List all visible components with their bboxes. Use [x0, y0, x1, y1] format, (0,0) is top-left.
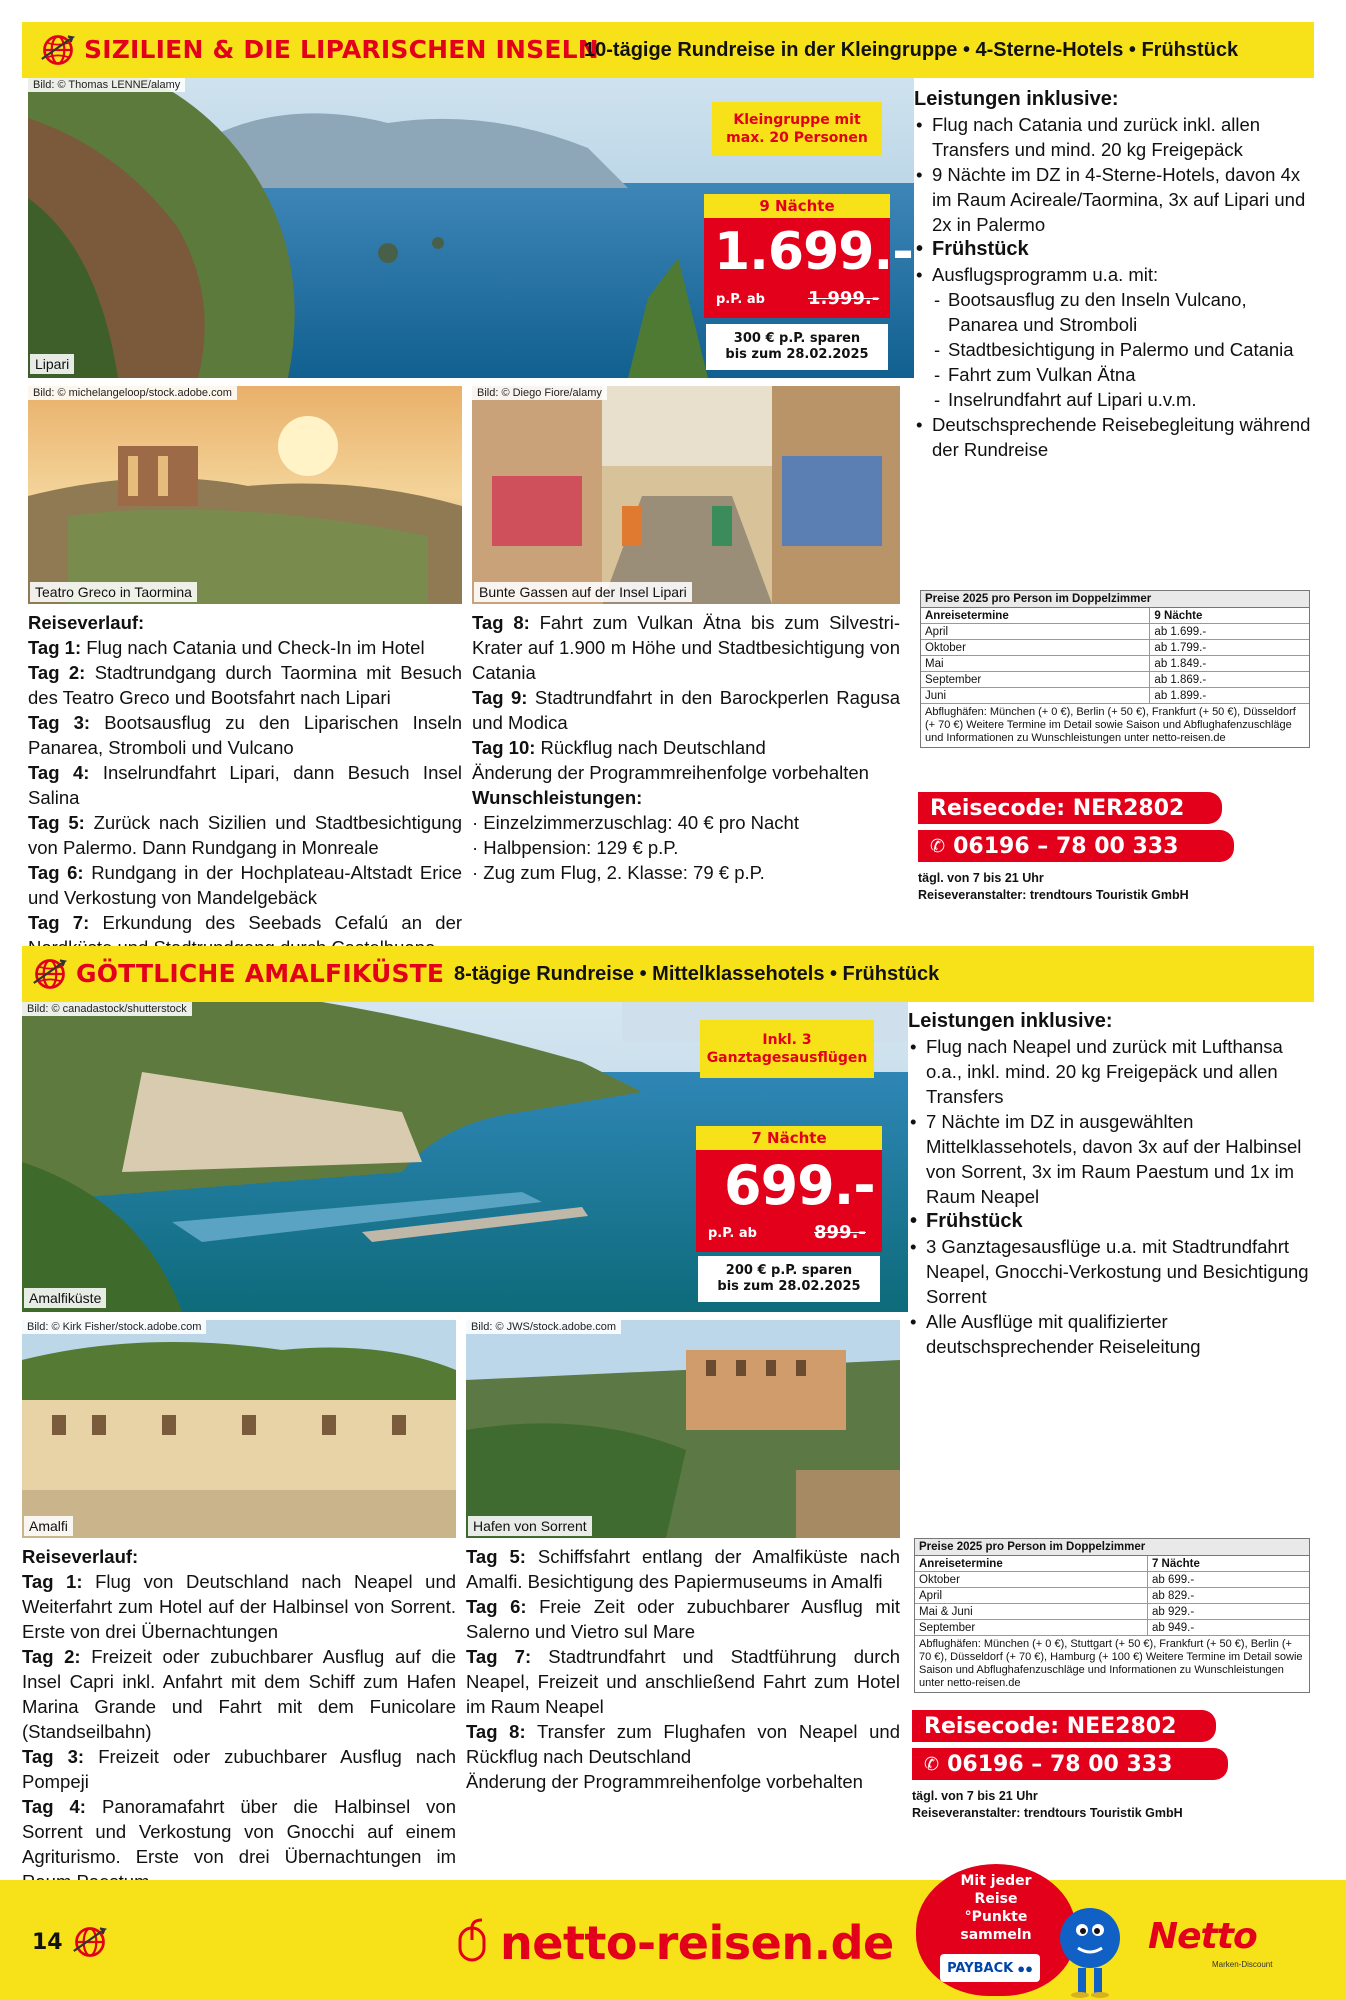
offer2-photo-sorrento	[466, 1320, 900, 1538]
offer2-photo-amalfi	[22, 1320, 456, 1538]
offer2-hours: tägl. von 7 bis 21 Uhr	[912, 1789, 1038, 1803]
offer1-price-table: Preise 2025 pro Person im Doppelzimmer Anreisetermine 9 Nächte April ab 1.699.- Oktober ab 1.799.- Mai ab 1.849.- September ab 1.869.- Juni ab 1.899.- Abflughäfen: München (+ 0 €), Berlin (+ 50 €), Frankfurt (+ 50 €), Düsseldorf (+ 70 €) Weitere Termine im Detail sowie Saison und Abflughafenzuschläge und Informationen zu Wunschleistungen unter netto-reisen.de	[920, 590, 1310, 748]
offer1-photo-theatre	[28, 386, 462, 604]
offer1-street-caption: Bunte Gassen auf der Insel Lipari	[474, 582, 692, 602]
offer2-itinerary-col1: Reiseverlauf: Tag 1: Flug von Deutschland nach Neapel und Weiterfahrt zum Hotel auf der Halbinsel von Sorrent. Erste von drei Übernachtungen Tag 2: Freizeit oder zubuchbarer Ausflug auf die Insel Capri inkl. Anfahrt mit dem Schiff zum Hafen Marina Grande und Fahrt mit dem Funicolare (Standseilbahn) Tag 3: Freizeit oder zubuchbarer Ausflug nach Pompeji Tag 4: Panoramafahrt über die Halbinsel von Sorrent und Verkostung von Gnocchi auf einem Agriturismo. Erste von drei Übernachtungen im	[22, 1546, 457, 1867]
offer1-subtitle: 10-tägige Rundreise in der Kleingruppe • 4-Sterne-Hotels • Frühstück	[584, 39, 1239, 61]
offer2-excursion-tag: Inkl. 3 Ganztagesausflügen	[700, 1020, 874, 1078]
list-item: • Frühstück	[908, 1209, 1314, 1234]
offer1-main-caption: Lipari	[30, 354, 74, 374]
list-item: - Stadtbesichtigung in Palermo und Catania	[914, 337, 1314, 362]
mouse-icon	[454, 1918, 490, 1962]
globe-icon	[40, 32, 76, 68]
payback-text: Mit jeder Reise °Punkte sammeln	[960, 1873, 1032, 1943]
offer2-main-caption: Amalfiküste	[24, 1288, 106, 1308]
list-item: - Bootsausflug zu den Inseln Vulcano, Panarea und Stromboli	[914, 287, 1314, 337]
payback-label: PAYBACK	[947, 1960, 1014, 1976]
offer1-theatre-credit: Bild: © michelangeloop/stock.adobe.com	[28, 386, 237, 400]
table-header: Preise 2025 pro Person im Doppelzimmer	[921, 591, 1309, 608]
offer1-banner	[22, 22, 1314, 78]
offer2-main-credit: Bild: © canadastock/shutterstock	[22, 1002, 192, 1016]
offer2-banner	[22, 946, 1314, 1002]
offer1-price-prefix: p.P. ab	[716, 292, 765, 307]
list-item: • Frühstück	[914, 237, 1314, 262]
offer2-phone[interactable]	[912, 1748, 1228, 1780]
phone-icon: ✆	[924, 1753, 940, 1775]
footer-website[interactable]: netto-reisen.de	[500, 1916, 894, 1970]
table-footer: Abflughäfen: München (+ 0 €), Berlin (+ 50 €), Frankfurt (+ 50 €), Düsseldorf (+ 70 €) Weitere Termine im Detail sowie Saison und Abflughafenzuschläge und Informationen zu Wunschleistungen unter netto-reisen.de	[925, 706, 1296, 744]
offer1-hours: tägl. von 7 bis 21 Uhr	[918, 871, 1044, 885]
table-footer: Abflughäfen: München (+ 0 €), Stuttgart (+ 50 €), Frankfurt (+ 50 €), Berlin (+ 70 €), Düsseldorf (+ 70 €), Hamburg (+ 100 €) Weitere Termine im Detail sowie Saison und Abflughafenzuschläge und Informationen zu Wunschleistungen unter netto-reisen.de	[919, 1638, 1303, 1689]
offer1-note: Änderung der Programmreihenfolge vorbehalten	[472, 762, 869, 783]
page-number: 14	[32, 1930, 63, 1955]
offer2-itinerary-col2: Tag 5: Schiffsfahrt entlang der Amalfiküste nach Amalfi. Besichtigung des Papiermuseums in Amalfi Tag 6: Freie Zeit oder zubuchbarer Ausflug mit Salerno und Vietro sul Mare Tag 7: Stadtrundfahrt und Stadtführung durch Neapel, Freizeit und anschließend Fahrt zum Hotel im Raum Neapel Tag 8: Transfer zum Flughafen von Neapel und Rückflug nach Deutschland Änderung der Programmreihenfolge vorbehalten	[466, 1546, 901, 1792]
offer2-amalfi-credit: Bild: © Kirk Fisher/stock.adobe.com	[22, 1320, 206, 1334]
offer2-price-box	[696, 1126, 882, 1252]
offer1-leistungen-title: Leistungen inklusive:	[914, 88, 1119, 110]
table-row: Oktober ab 1.799.-	[921, 640, 1309, 656]
table-row: Oktober ab 699.-	[915, 1572, 1309, 1588]
offer2-price-prefix: p.P. ab	[708, 1226, 757, 1241]
offer2-reisecode: Reisecode: NEE2802	[912, 1710, 1216, 1742]
list-item: • Deutschsprechende Reisebegleitung während der Rundreise	[914, 412, 1314, 462]
netto-logo: Netto	[1148, 1916, 1257, 1957]
table-row: Mai & Juni ab 929.-	[915, 1604, 1309, 1620]
list-item: · Halbpension: 129 € p.P.	[472, 837, 679, 858]
mascot-icon	[1054, 1900, 1126, 1998]
globe-icon	[72, 1924, 108, 1960]
offer1-leistungen	[914, 86, 1314, 462]
offer1-old-price: 1.999.-	[808, 288, 880, 309]
list-item: · Zug zum Flug, 2. Klasse: 79 € p.P.	[472, 862, 765, 883]
table-row: September ab 949.-	[915, 1620, 1309, 1636]
offer2-nights: 7 Nächte	[696, 1126, 882, 1150]
payback-dots-icon: ●●	[1017, 1960, 1033, 1976]
offer2-price-table: Preise 2025 pro Person im Doppelzimmer Anreisetermine 7 Nächte Oktober ab 699.- April ab 829.- Mai & Juni ab 929.- September ab 949.- Abflughäfen: München (+ 0 €), Stuttgart (+ 50 €), Frankfurt (+ 50 €), Berlin (+ 70 €), Düsseldorf (+ 70 €), Hamburg (+ 100 €) Weitere Termine im Detail sowie Saison und Abflughafenzuschläge und Informationen zu Wunschleistungen unter netto-reisen.de	[914, 1538, 1310, 1693]
offer2-operator: Reiseveranstalter: trendtours Touristik GmbH	[912, 1806, 1183, 1820]
table-row: September ab 1.869.-	[921, 672, 1309, 688]
table-row: Juni ab 1.899.-	[921, 688, 1309, 704]
offer1-itinerary-col1: Reiseverlauf: Tag 1: Flug nach Catania und Check-In im Hotel Tag 2: Stadtrundgang durch Taormina mit Besuch des Teatro Greco und Bootsfahrt nach Lipari Tag 3: Bootsausflug zu den Liparischen Inseln Panarea, Stromboli und Vulcano Tag 4: Inselrundfahrt Lipari, dann Besuch Insel Salina Tag 5: Zurück nach Sizilien und Stadtbesichtigung von Palermo. Dann Rundgang in Monreale Tag 6: Rundgang in der Hochplateau-Altstadt Erice und Verkostung von Mandelgebäck Tag 7: Erkundung des Seebads Cefalú an der	[28, 612, 463, 933]
offer2-phone-number: 06196 – 78 00 333	[947, 1751, 1173, 1777]
offer2-leistungen-title: Leistungen inklusive:	[908, 1010, 1113, 1032]
offer2-subtitle: 8-tägige Rundreise • Mittelklassehotels • Frühstück	[454, 963, 940, 985]
list-item: • Ausflugsprogramm u.a. mit:	[914, 262, 1314, 287]
offer1-reisecode: Reisecode: NER2802	[918, 792, 1222, 824]
offer1-title: SIZILIEN & DIE LIPARISCHEN INSELN	[84, 35, 599, 64]
offer2-savings: 200 € p.P. sparen bis zum 28.02.2025	[698, 1256, 880, 1302]
offer1-itinerary-col2: Tag 8: Fahrt zum Vulkan Ätna bis zum Silvestri-Krater auf 1.900 m Höhe und Stadtbesichtigung von Catania Tag 9: Stadtrundfahrt in den Barockperlen Ragusa und Modica Tag 10: Rückflug nach Deutschland Änderung der Programmreihenfolge vorbehalten Wunschleistungen: · Einzelzimmerzuschlag: 40 € pro Nacht · Halbpension: 129 € p.P. · Zug zum Flug, 2. Klasse: 79 € p.P.	[472, 612, 901, 883]
list-item: • 3 Ganztagesausflüge u.a. mit Stadtrundfahrt Neapel, Gnocchi-Verkostung und Besichtigung Sorrent	[908, 1234, 1314, 1309]
offer1-theatre-caption: Teatro Greco in Taormina	[30, 582, 197, 602]
offer1-main-credit: Bild: © Thomas LENNE/alamy	[28, 78, 185, 92]
offer2-old-price: 899.-	[814, 1222, 866, 1243]
offer2-reiseverlauf-title: Reiseverlauf:	[22, 1546, 139, 1567]
offer1-street-credit: Bild: © Diego Fiore/alamy	[472, 386, 607, 400]
table-row: April ab 1.699.-	[921, 624, 1309, 640]
offer1-photo-lipari-street	[472, 386, 900, 604]
offer2-title: GÖTTLICHE AMALFIKÜSTE	[76, 959, 445, 988]
list-item: • 9 Nächte im DZ in 4-Sterne-Hotels, davon 4x im Raum Acireale/Taormina, 3x auf Lipari und 2x in Palermo	[914, 162, 1314, 237]
netto-subline: Marken-Discount	[1212, 1960, 1273, 1969]
offer2-price: 699.-	[724, 1154, 875, 1217]
table-header: Preise 2025 pro Person im Doppelzimmer	[915, 1539, 1309, 1556]
offer2-note: Änderung der Programmreihenfolge vorbehalten	[466, 1771, 863, 1792]
phone-icon: ✆	[930, 835, 946, 857]
offer2-sorrento-credit: Bild: © JWS/stock.adobe.com	[466, 1320, 621, 1334]
globe-icon	[32, 956, 68, 992]
offer1-price-box	[704, 194, 913, 318]
list-item: • 7 Nächte im DZ in ausgewählten Mittelklassehotels, davon 3x auf der Halbinsel von Sorrent, 3x im Raum Paestum und 1x im Raum Neapel	[908, 1109, 1314, 1209]
payback-logo	[940, 1954, 1040, 1982]
list-item: - Inselrundfahrt auf Lipari u.v.m.	[914, 387, 1314, 412]
table-row: April ab 829.-	[915, 1588, 1309, 1604]
offer1-phone-number: 06196 – 78 00 333	[953, 833, 1179, 859]
offer1-group-tag: Kleingruppe mit max. 20 Personen	[712, 102, 882, 156]
offer1-phone[interactable]	[918, 830, 1234, 862]
offer1-price: 1.699.-	[714, 222, 913, 282]
table-row: Mai ab 1.849.-	[921, 656, 1309, 672]
list-item: • Flug nach Neapel und zurück mit Lufthansa o.a., inkl. mind. 20 kg Freigepäck und allen Transfers	[908, 1034, 1314, 1109]
offer1-nights: 9 Nächte	[704, 194, 890, 218]
offer2-amalfi-caption: Amalfi	[24, 1516, 73, 1536]
offer1-savings: 300 € p.P. sparen bis zum 28.02.2025	[706, 324, 888, 370]
list-item: • Flug nach Catania und zurück inkl. allen Transfers und mind. 20 kg Freigepäck	[914, 112, 1314, 162]
list-item: • Alle Ausflüge mit qualifizierter deutschsprechender Reiseleitung	[908, 1309, 1314, 1359]
list-item: · Einzelzimmerzuschlag: 40 € pro Nacht	[472, 812, 799, 833]
offer1-operator: Reiseveranstalter: trendtours Touristik GmbH	[918, 888, 1189, 902]
offer2-leistungen	[908, 1008, 1314, 1359]
offer1-wunsch-title: Wunschleistungen:	[472, 787, 643, 808]
offer2-sorrento-caption: Hafen von Sorrent	[468, 1516, 592, 1536]
offer1-reiseverlauf-title: Reiseverlauf:	[28, 612, 145, 633]
list-item: - Fahrt zum Vulkan Ätna	[914, 362, 1314, 387]
